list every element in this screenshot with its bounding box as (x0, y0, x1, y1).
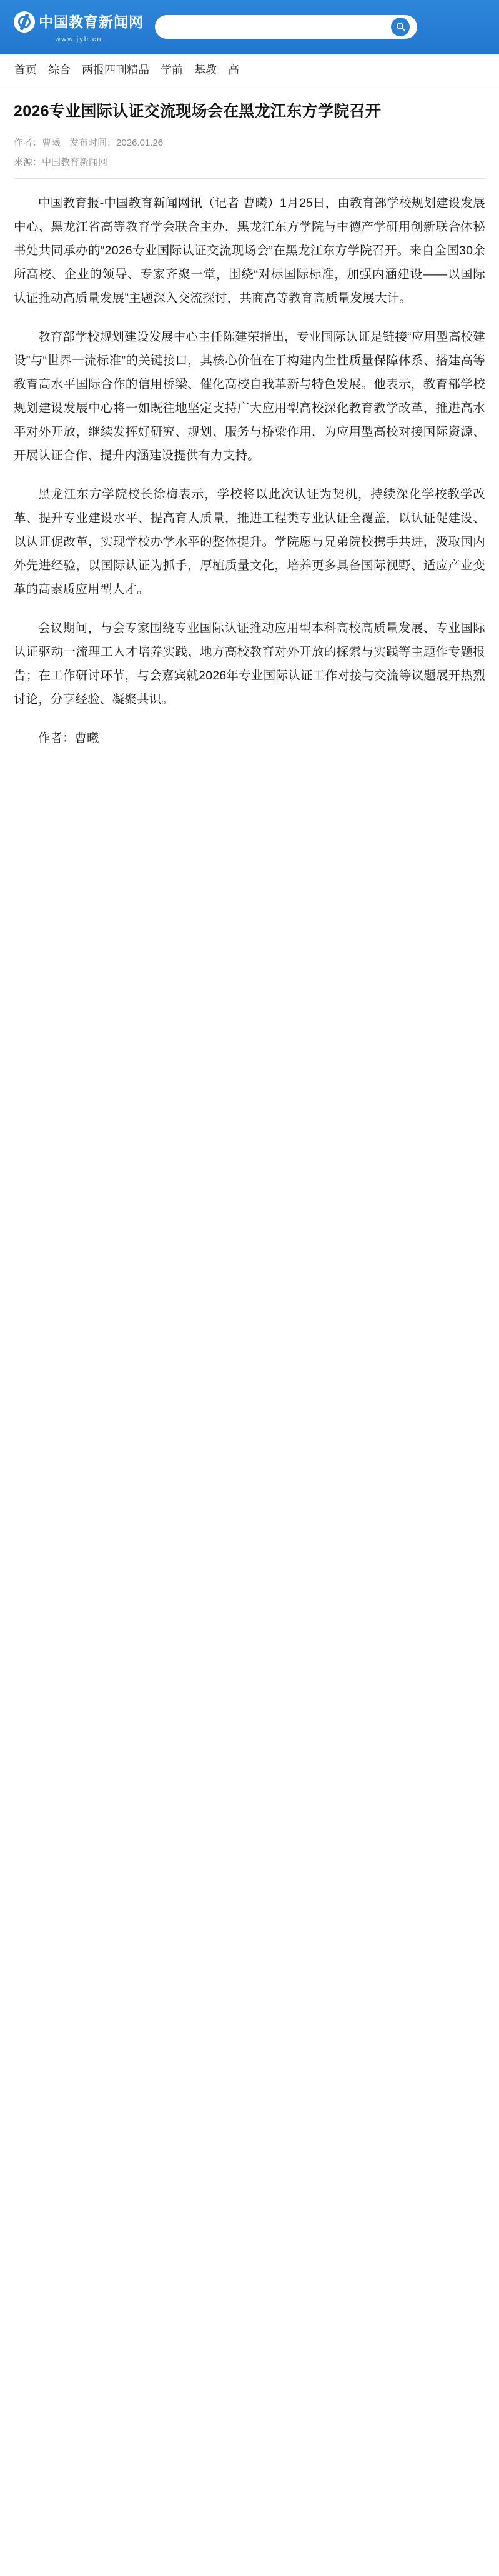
publish-time: 2026.01.26 (116, 137, 164, 148)
nav-item-home[interactable]: 首页 (14, 64, 37, 76)
main-nav[interactable] (0, 54, 499, 86)
page-title: 2026专业国际认证交流现场会在黑龙江东方学院召开 (14, 103, 382, 120)
article-paragraph: 教育部学校规划建设发展中心主任陈建荣指出，专业国际认证是链接“应用型高校建设”与“世界一流标准”的关键接口，其核心价值在于构建内生性质量保障体系、搭建高等教育高水平国际合作的信用桥梁、催化高校自我革新与特色发展。他表示，教育部学校规划建设发展中心将一如既往地坚定支持广大应用型高校深化教育教学改革，推进高水平对外开放，继续发挥好研究、规划、服务与桥梁作用，为应用型高校对接国际资源、开展认证合作、提升内涵建设提供有力支持。 (14, 329, 485, 463)
source-value: 中国教育新闻网 (42, 156, 108, 168)
article-meta-source (14, 155, 485, 168)
article-paragraph: 黑龙江东方学院校长徐梅表示，学校将以此次认证为契机，持续深化学校教学改革、提升专业建设水平、提高育人质量，推进工程类专业认证全覆盖，以认证促建设、以认证促改革，实现学校办学水平的整体提升。学院愿与兄弟院校携手共进，汲取国内外先进经验，以国际认证为抓手，厚植质量文化，培养更多具备国际视野、适应产业变革的高素质应用型人才。 (14, 487, 485, 596)
nav-item-overflow[interactable]: 高 (228, 64, 239, 76)
author-value: 曹曦 (42, 137, 61, 148)
search-icon[interactable] (391, 18, 410, 36)
search-input[interactable] (165, 21, 391, 33)
site-logo[interactable] (14, 10, 144, 43)
meta-divider (14, 178, 485, 179)
nav-item-featured[interactable]: 两报四刊精品 (82, 64, 149, 76)
author-label: 作者： (14, 137, 42, 148)
article-meta-primary (14, 136, 485, 149)
article-paragraph: 会议期间，与会专家围绕专业国际认证推动应用型本科高校高质量发展、专业国际认证驱动一流理工人才培养实践、地方高校教育对外开放的探索与实践等主题作专题报告；在工作研讨环节，与会嘉宾就2026年专业国际认证工作对接与交流等议题展开热烈讨论，分享经验、凝聚共识。 (14, 621, 485, 706)
nav-item-basic-education[interactable]: 基教 (194, 64, 217, 76)
logo-url: www.jyb.cn (55, 36, 102, 43)
search-bar[interactable] (155, 15, 417, 39)
article-body (14, 191, 485, 750)
logo-text: 中国教育新闻网 (39, 13, 144, 30)
nav-item-general[interactable]: 综合 (48, 64, 71, 76)
site-header (0, 0, 499, 54)
source-label: 来源： (14, 156, 42, 168)
logo-mark-icon (14, 11, 35, 33)
nav-fade-overlay (470, 54, 499, 86)
article-paragraph: 中国教育报-中国教育新闻网讯（记者 曹曦）1月25日，由教育部学校规划建设发展中心、黑龙江省高等教育学会联合主办，黑龙江东方学院与中德产学研用创新联合体秘书处共同承办的“2026专业国际认证交流现场会”在黑龙江东方学院召开。来自全国30余所高校、企业的领导、专家齐聚一堂，围绕“对标国际标准，加强内涵建设——以国际认证推动高质量发展”主题深入交流探讨，共商高等教育高质量发展大计。 (14, 196, 485, 305)
nav-item-preschool[interactable]: 学前 (161, 64, 183, 76)
publish-label: 发布时间： (69, 137, 117, 148)
article (0, 86, 499, 750)
article-signature: 作者：曹曦 (38, 731, 99, 745)
